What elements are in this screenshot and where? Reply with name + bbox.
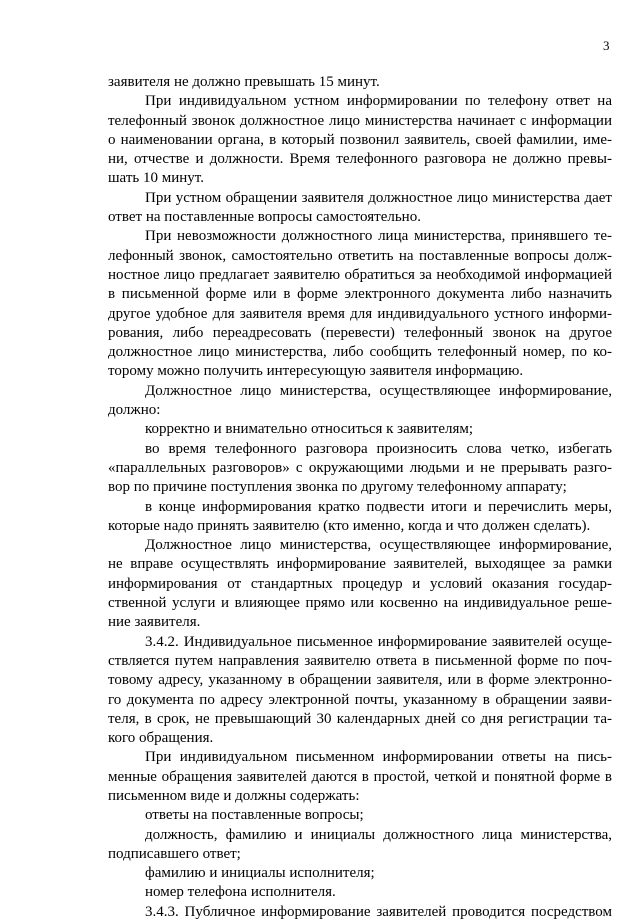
text-line: письменном виде и должны содержать: — [108, 787, 360, 804]
text-line: в конце информирования кратко подвести итоги и перечислить меры, — [145, 498, 612, 515]
text-line: информирования от стандартных процедур и условий оказания государ- — [108, 575, 612, 592]
text-line: Должностное лицо министерства, осуществляющее информирование, — [145, 382, 612, 399]
text-line: в письменной форме или в форме электронного документа либо назначить — [108, 286, 612, 303]
text-line: во время телефонного разговора произносить слова четко, избегать — [145, 440, 612, 457]
page-number: 3 — [603, 38, 610, 53]
text-line: ответ на поставленные вопросы самостоятельно. — [108, 209, 421, 226]
text-line: При невозможности должностного лица министерства, принявшего те- — [145, 228, 612, 245]
text-line: шать 10 минут. — [108, 170, 204, 187]
document-body — [108, 73, 612, 922]
text-line: товому адресу, указанному в обращении заявителя, или в форме электронно- — [108, 672, 612, 689]
text-line: телефонный звонок должностное лицо министерства начинает с информации — [108, 112, 612, 129]
text-line: При индивидуальном письменном информировании ответы на пись- — [145, 749, 612, 766]
text-line: Должностное лицо министерства, осуществляющее информирование, — [145, 537, 612, 554]
text-line: теля, в срок, не превышающий 30 календарных дней со дня регистрации та- — [108, 710, 612, 727]
text-line: ностное лицо предлагает заявителю обратиться за необходимой информацией — [108, 266, 612, 283]
text-line: ответы на поставленные вопросы; — [145, 807, 364, 824]
text-line: вор по причине поступления звонка по другому телефонному аппарату; — [108, 479, 567, 496]
text-line: которые надо принять заявителю (кто именно, когда и что должен сделать). — [108, 517, 591, 534]
text-line: рования, либо переадресовать (перевести) телефонный звонок на другое — [108, 324, 612, 341]
text-line: менные обращения заявителей даются в простой, четкой и понятной форме в — [108, 768, 612, 785]
text-line: корректно и внимательно относиться к заявителям; — [145, 421, 474, 438]
text-line: ние заявителя. — [108, 614, 201, 631]
text-line: другое удобное для заявителя время для индивидуального устного информи- — [108, 305, 612, 322]
text-line: «параллельных разговоров» с окружающими людьми и не прерывать разго- — [108, 459, 612, 476]
text-line: 3.4.2. Индивидуальное письменное информирование заявителей осуще- — [145, 633, 612, 650]
text-line: должность, фамилию и инициалы должностного лица министерства, — [145, 826, 612, 843]
text-line: кого обращения. — [108, 730, 214, 747]
text-line: о наименовании органа, в который позвонил заявитель, своей фамилии, име- — [108, 131, 612, 148]
text-line: должностное лицо министерства, либо сообщить телефонный номер, по ко- — [108, 344, 612, 361]
text-line: ствляется путем направления заявителю ответа в письменной форме по поч- — [108, 652, 612, 669]
text-line: лефонный звонок, самостоятельно ответить на поставленные вопросы долж- — [108, 247, 612, 264]
text-line: должно: — [108, 402, 161, 419]
text-line: го документа по адресу электронной почты, указанному в обращении заяви- — [108, 691, 612, 708]
text-line: заявителя не должно превышать 15 минут. — [108, 74, 380, 90]
text-line: фамилию и инициалы исполнителя; — [145, 865, 375, 882]
text-line: ственной услуги и влияющее прямо или косвенно на индивидуальное реше- — [108, 595, 612, 612]
text-line: не вправе осуществлять информирование заявителей, выходящее за рамки — [108, 556, 612, 573]
text-line: ни, отчестве и должности. Время телефонного разговора не должно превы- — [108, 151, 612, 168]
text-line: При устном обращении заявителя должностное лицо министерства дает — [145, 189, 612, 206]
text-line: При индивидуальном устном информировании по телефону ответ на — [145, 93, 612, 110]
text-line: подписавшего ответ; — [108, 845, 241, 862]
text-line: торому можно получить интересующую заявителя информацию. — [108, 363, 524, 380]
text-line: номер телефона исполнителя. — [145, 884, 336, 901]
text-line: 3.4.3. Публичное информирование заявителей проводится посредством — [145, 903, 612, 920]
